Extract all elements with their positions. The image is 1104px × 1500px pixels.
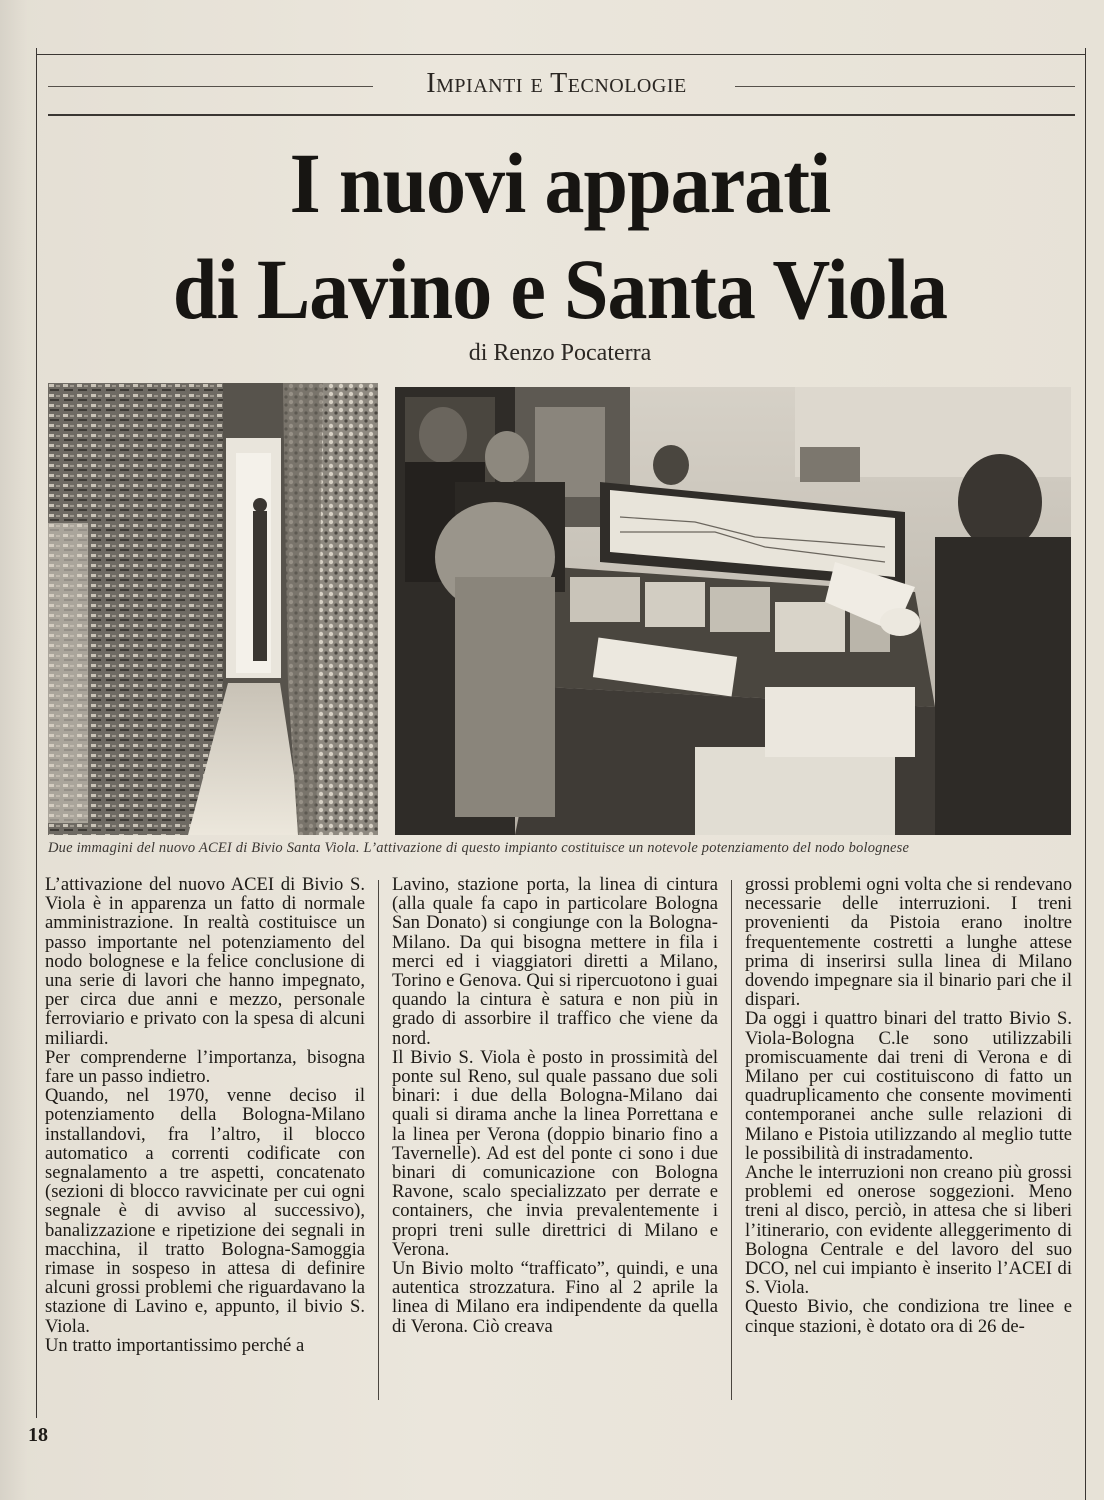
article-column-1: [45, 875, 365, 1355]
paragraph: Quando, nel 1970, venne deciso il potenziamento della Bologna-Milano installandovi, fra l’altro, il blocco automatico a correnti codificate con segnalamento a tre aspetti, concatenato (sezioni di blocco ravvicinate per cui ogni segnale è di avviso al successivo), banalizzazione e ripetizione dei segnali in macchina, il tratto Bologna-Samoggia rimase in sospeso in attesa di definire alcuni grossi problemi che riguardavano la stazione di Lavino e, appunto, il bivio S. Viola.: [45, 1085, 365, 1337]
paragraph: Per comprenderne l’importanza, bisogna fare un passo indietro.: [45, 1046, 365, 1088]
section-rule-bottom: [48, 114, 1075, 116]
frame-rule-top: [36, 54, 1086, 55]
paragraph: grossi problemi ogni volta che si rendevano necessarie delle interruzioni. I treni provenienti da Pistoia erano inoltre frequentemente costretti a lunghe attese prima di inserirsi sulla linea di Milano dovendo impegnare sia il binario pari che il dispari.: [745, 874, 1072, 1011]
paragraph: Anche le interruzioni non creano più grossi problemi ed onerose soggezioni. Meno treni al disco, perciò, in attesa che si liberi l’itinerario, con evidente alleggerimento di Bologna Centrale e del lavoro del suo DCO, nel cui impianto è inserito l’ACEI di S. Viola.: [745, 1162, 1072, 1299]
section-rule-left: [48, 86, 373, 87]
frame-rule-left: [36, 48, 37, 1418]
paragraph: Lavino, stazione porta, la linea di cintura (alla quale fa capo in particolare Bologna San Donato) si congiunge con la Bologna-Milano. Da qui bisogna mettere in fila i merci ed i viaggiatori diretti a Milano, Torino e Genova. Qui si ripercuotono i guai quando la cintura è satura e non più in grado di assorbire il traffico che viene da nord.: [392, 874, 718, 1049]
photo-control-console: [395, 387, 1071, 835]
photo-relay-room: [48, 383, 378, 835]
column-rule-1: [378, 880, 379, 1400]
spine-shadow: [0, 0, 28, 1500]
paragraph: L’attivazione del nuovo ACEI di Bivio S. Viola è in apparenza un fatto di normale amministrazione. In realtà costituisce un passo importante nel potenziamento del nodo bolognese e la felice conclusione di una serie di lavori che hanno impegnato, per circa due anni e mezzo, personale ferroviario e privato con la spesa di alcuni miliardi.: [45, 874, 365, 1049]
paragraph: Il Bivio S. Viola è posto in prossimità del ponte sul Reno, sul quale passano due soli binari: i due della Bologna-Milano dai quali si dirama anche la linea Porrettana e la linea per Verona (doppio binario fino a Tavernelle). Ad est del ponte ci sono i due binari di comunicazione con Bologna Ravone, scalo specializzato per derrate e containers, che invia prevalentemente i propri treni sulle direttrici di Milano e Verona.: [392, 1046, 718, 1260]
frame-rule-right: [1085, 48, 1086, 1500]
relay-room-illustration: [48, 383, 378, 835]
article-byline: di Renzo Pocaterra: [468, 340, 652, 366]
article-headline: [95, 130, 1025, 342]
paragraph: Un tratto importantissimo perché a: [45, 1334, 305, 1356]
article-column-2: [392, 875, 718, 1336]
paragraph: Un Bivio molto “trafficato”, quindi, e una autentica strozzatura. Fino al 2 aprile la linea di Milano era indipendente da quella di Verona. Ciò creava: [392, 1258, 718, 1337]
column-rule-2: [731, 880, 732, 1400]
paragraph: Da oggi i quattro binari del tratto Bivio S. Viola-Bologna C.le sono utilizzabili promiscuamente dai treni di Verona e di Milano per cui costituiscono di fatto un quadruplicamento che consente movimenti contemporanei anche sulle relazioni di Milano e Pistoia utilizzando al meglio tutte le possibilità di instradamento.: [745, 1008, 1072, 1164]
control-console-illustration: [395, 387, 1071, 835]
article-column-3: [745, 875, 1072, 1336]
headline-line-2: di Lavino e Santa Viola: [172, 241, 948, 337]
section-rule-right: [735, 86, 1075, 87]
page-number: 18: [28, 1424, 48, 1446]
photo-caption: Due immagini del nuovo ACEI di Bivio Santa Viola. L’attivazione di questo impianto costituisce un notevole potenziamento del nodo bolognese: [48, 840, 910, 856]
headline-line-1: I nuovi apparati: [289, 135, 831, 231]
paragraph: Questo Bivio, che condiziona tre linee e cinque stazioni, è dotato ora di 26 de-: [745, 1296, 1072, 1337]
section-label: Impianti e Tecnologie: [426, 68, 687, 99]
